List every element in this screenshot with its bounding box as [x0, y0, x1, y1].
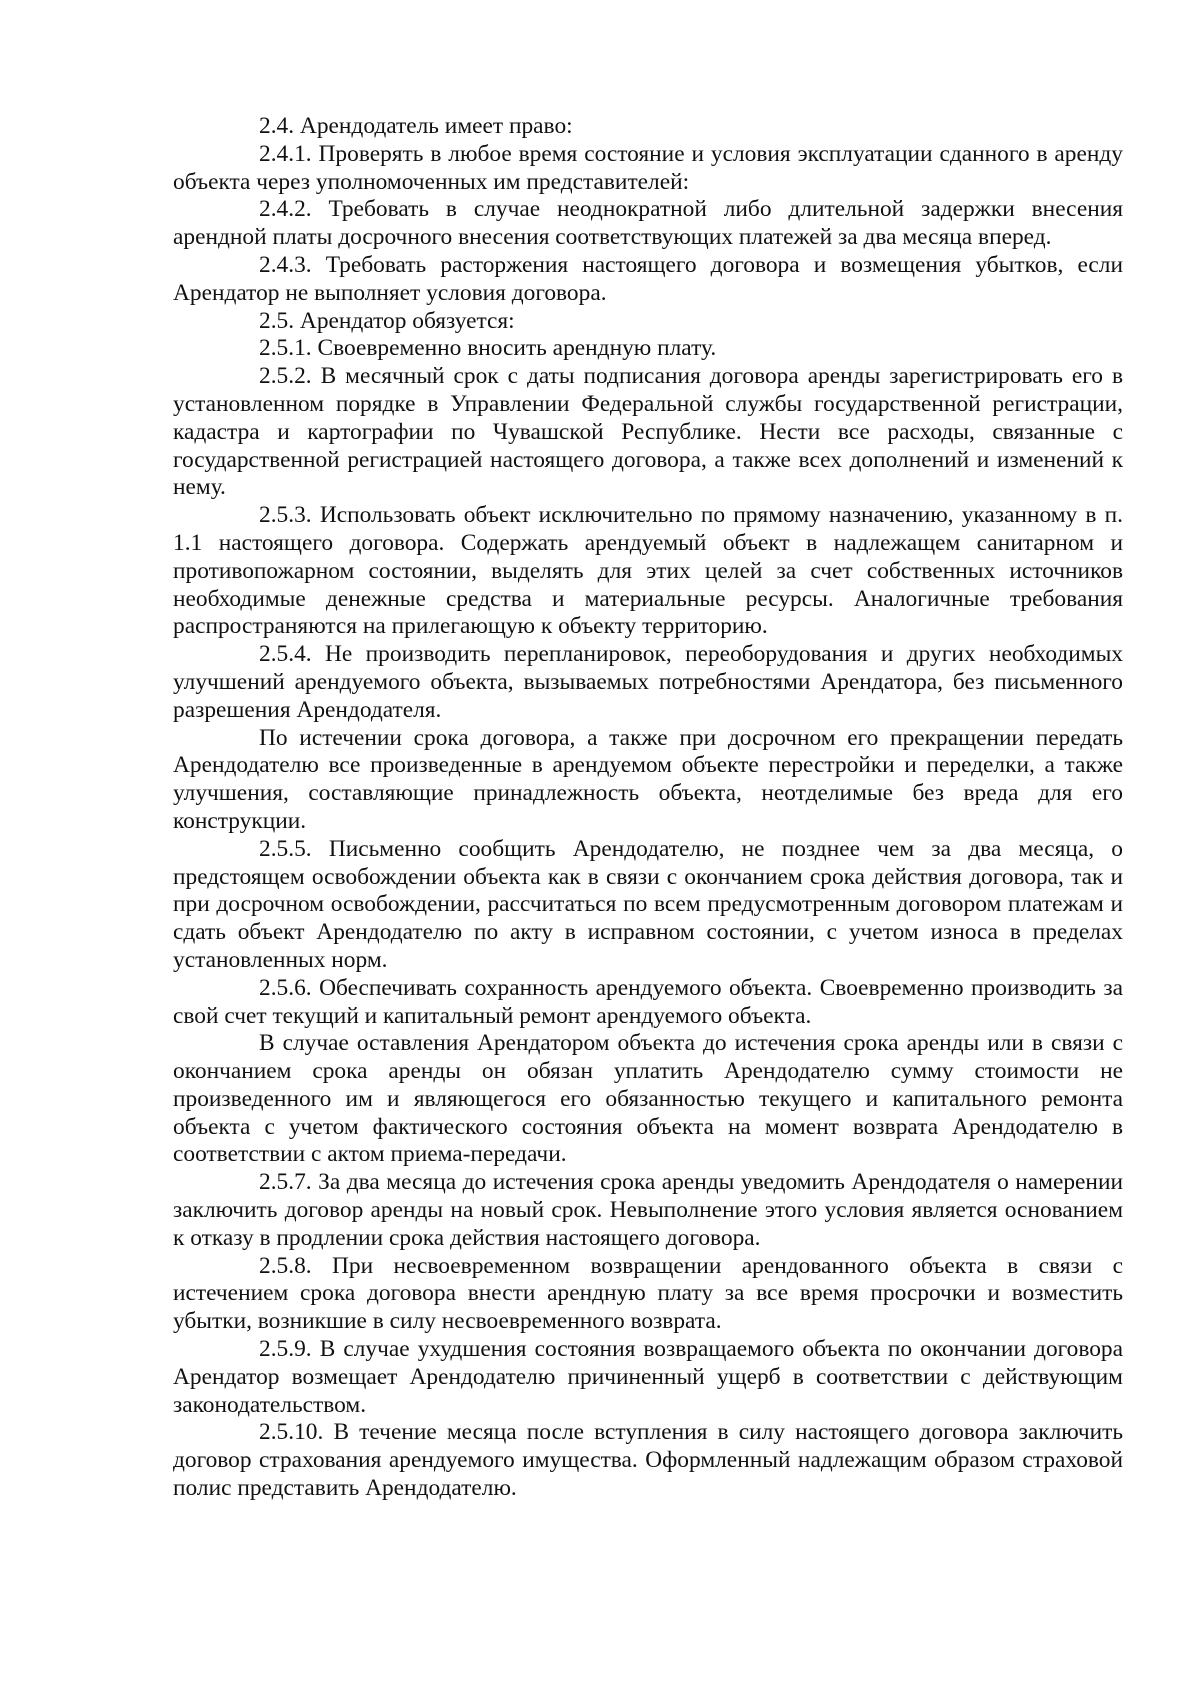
- paragraph-2-4-2: 2.4.2. Требовать в случае неоднократной либо длительной задержки внесения арендной платы досрочного внесения соответствующих платежей за два месяца вперед.: [173, 196, 1123, 251]
- paragraph-2-5-7: 2.5.7. За два месяца до истечения срока аренды уведомить Арендодателя о намерении заключить договор аренды на новый срок. Невыполнение этого условия является основанием к отказу в продлении срока действия настоящего договора.: [173, 1169, 1123, 1251]
- paragraph-2-5-10: 2.5.10. В течение месяца после вступления в силу настоящего договора заключить договор страхования арендуемого имущества. Оформленный надлежащим образом страховой полис представить Арендодателю.: [173, 1419, 1123, 1502]
- document-page: [173, 113, 1123, 1503]
- paragraph-2-5-2: 2.5.2. В месячный срок с даты подписания договора аренды зарегистрировать его в установленном порядке в Управлении Федеральной службы государственной регистрации, кадастра и картографии по Чувашской Республике. Нести все расходы, связанные с государственной регистрацией настоящего договора, а также всех дополнений и изменений к нему.: [173, 363, 1123, 501]
- paragraph-2-5-9: 2.5.9. В случае ухудшения состояния возвращаемого объекта по окончании договора Арендатор возмещает Арендодателю причиненный ущерб в соответствии с действующим законодательством.: [173, 1336, 1123, 1418]
- paragraph-2-4-1: 2.4.1. Проверять в любое время состояние и условия эксплуатации сданного в аренду объекта через уполномоченных им представителей:: [173, 140, 1123, 195]
- paragraph-2-5-4-continued: По истечении срока договора, а также при досрочном его прекращении передать Арендодателю все произведенные в арендуемом объекте перестройки и переделки, а также улучшения, составляющие принадлежность объекта, неотделимые без вреда для его конструкции.: [173, 724, 1123, 834]
- paragraph-2-5-3: 2.5.3. Использовать объект исключительно по прямому назначению, указанному в п. 1.1 настоящего договора. Содержать арендуемый объект в надлежащем санитарном и противопожарном состоянии, выделять для этих целей за счет собственных источников необходимые денежные средства и материальные ресурсы. Аналогичные требования распространяются на прилегающую к объекту территорию.: [173, 502, 1123, 640]
- paragraph-2-5-1: 2.5.1. Своевременно вносить арендную плату.: [259, 335, 717, 362]
- paragraph-2-5: 2.5. Арендатор обязуется:: [259, 307, 515, 334]
- paragraph-2-4-3: 2.4.3. Требовать расторжения настоящего договора и возмещения убытков, если Арендатор не выполняет условия договора.: [173, 251, 1123, 306]
- paragraph-2-5-6-continued: В случае оставления Арендатором объекта до истечения срока аренды или в связи с окончанием срока аренды он обязан уплатить Арендодателю сумму стоимости не произведенного им и являющегося его обязанностью текущего и капитального ремонта объекта с учетом фактического состояния объекта на момент возврата Арендодателю в соответствии с актом приема-передачи.: [173, 1030, 1123, 1168]
- paragraph-2-5-4: 2.5.4. Не производить перепланировок, переоборудования и других необходимых улучшений арендуемого объекта, вызываемых потребностями Арендатора, без письменного разрешения Арендодателя.: [173, 641, 1123, 723]
- paragraph-2-5-5: 2.5.5. Письменно сообщить Арендодателю, не позднее чем за два месяца, о предстоящем освобождении объекта как в связи с окончанием срока действия договора, так и при досрочном освобождении, рассчитаться по всем предусмотренным договором платежам и сдать объект Арендодателю по акту в исправном состоянии, с учетом износа в пределах установленных норм.: [173, 835, 1123, 973]
- paragraph-2-5-8: 2.5.8. При несвоевременном возвращении арендованного объекта в связи с истечением срока договора внести арендную плату за все время просрочки и возместить убытки, возникшие в силу несвоевременного возврата.: [173, 1252, 1123, 1335]
- paragraph-2-4: 2.4. Арендодатель имеет право:: [259, 113, 573, 139]
- paragraph-2-5-6: 2.5.6. Обеспечивать сохранность арендуемого объекта. Своевременно производить за свой счет текущий и капитальный ремонт арендуемого объекта.: [173, 974, 1123, 1029]
